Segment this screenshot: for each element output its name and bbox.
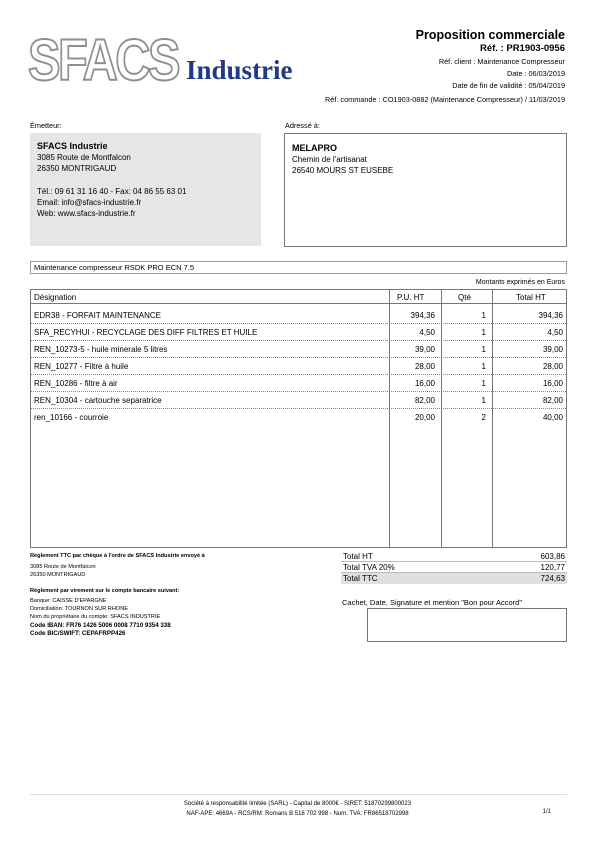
bic-code: Code BIC/SWIFT: CEPAFRPP426 bbox=[30, 630, 126, 637]
row-quantity: 2 bbox=[481, 413, 486, 422]
row-unit-price: 16,00 bbox=[414, 379, 435, 388]
footer-legal-line2: NAF-APE: 4669A - RCS/RM: Romans B 518 702 998 - Num. TVA: FR86518702998 bbox=[186, 811, 409, 817]
total-ttc-value: 724,63 bbox=[540, 574, 565, 583]
proposal-subject: Maintenance compresseur RSDK PRO ECN 7.5 bbox=[30, 261, 567, 274]
row-quantity: 1 bbox=[481, 379, 486, 388]
recipient-label: Adressé à: bbox=[285, 121, 320, 130]
transfer-payment-title: Règlement par virement sur le compte bancaire suivant: bbox=[30, 588, 180, 594]
bank-domiciliation: Domiciliation: TOURNON SUR RHONE bbox=[30, 606, 129, 612]
row-designation: REN_10273-5 - huile minerale 5 litres bbox=[34, 345, 168, 354]
total-ttc-row bbox=[341, 573, 567, 584]
footer-legal-line1: Société à responsabilité limitée (SARL) - Capital de 8000€ - SIRET: 51870299800023 bbox=[183, 801, 412, 807]
company-logo bbox=[28, 34, 318, 90]
row-unit-price: 39,00 bbox=[414, 345, 435, 354]
table-row bbox=[31, 307, 566, 324]
cheque-address-line1: 3085 Route de Montfalcon bbox=[30, 564, 96, 570]
table-row bbox=[31, 392, 566, 409]
issuer-label: Émetteur: bbox=[30, 121, 62, 130]
row-designation: REN_10286 - filtre à air bbox=[34, 379, 118, 388]
row-total: 82,00 bbox=[542, 396, 563, 405]
header-designation: Désignation bbox=[34, 293, 77, 302]
row-total: 4,50 bbox=[547, 328, 563, 337]
issuer-name: SFACS Industrie bbox=[37, 141, 108, 151]
recipient-box bbox=[284, 133, 567, 247]
row-unit-price: 20,00 bbox=[414, 413, 435, 422]
logo-sub-text: Industrie bbox=[186, 55, 293, 85]
row-total: 39,00 bbox=[542, 345, 563, 354]
row-designation: REN_10277 - Filtre à huile bbox=[34, 362, 129, 371]
footer-divider bbox=[30, 794, 567, 795]
page-number: 1/1 bbox=[542, 809, 551, 815]
table-row bbox=[31, 375, 566, 392]
total-tva-row bbox=[341, 562, 567, 573]
issuer-email: Email: info@sfacs-industrie.fr bbox=[37, 198, 142, 207]
row-designation: SFA_RECYHUI - RECYCLAGE DES DIFF FILTRES ET HUILE bbox=[34, 328, 258, 337]
header-total: Total HT bbox=[516, 293, 546, 302]
header-quantity: Qté bbox=[458, 293, 471, 302]
account-owner: Nom du propriétaire du compte: SFACS INDUSTRIE bbox=[30, 614, 161, 620]
issuer-address-line1: 3085 Route de Montfalcon bbox=[37, 153, 131, 162]
total-tva-label: Total TVA 20% bbox=[343, 563, 395, 572]
table-row bbox=[31, 324, 566, 341]
document-reference: Réf. : PR1903-0956 bbox=[479, 43, 565, 54]
row-designation: EDR38 - FORFAIT MAINTENANCE bbox=[34, 311, 161, 320]
validity-date: Date de fin de validité : 05/04/2019 bbox=[452, 81, 565, 90]
document-title: Proposition commerciale bbox=[415, 28, 565, 42]
header-unit-price: P.U. HT bbox=[397, 293, 425, 302]
table-row bbox=[31, 358, 566, 375]
currency-note: Montants exprimés en Euros bbox=[475, 279, 565, 286]
total-tva-value: 120,77 bbox=[540, 563, 565, 572]
cheque-address-line2: 26350 MONTRIGAUD bbox=[30, 572, 86, 578]
row-total: 28,00 bbox=[542, 362, 563, 371]
row-designation: REN_10304 - cartouche separatrice bbox=[34, 396, 162, 405]
row-quantity: 1 bbox=[481, 396, 486, 405]
row-quantity: 1 bbox=[481, 362, 486, 371]
row-quantity: 1 bbox=[481, 328, 486, 337]
row-designation: ren_10166 - courroie bbox=[34, 413, 109, 422]
issuer-web: Web: www.sfacs-industrie.fr bbox=[37, 209, 136, 218]
issuer-box bbox=[30, 133, 261, 246]
table-row bbox=[31, 409, 566, 426]
totals-block bbox=[341, 551, 567, 584]
signature-box bbox=[367, 608, 567, 642]
footer bbox=[0, 799, 595, 819]
cheque-payment-title: Règlement TTC par chèque à l'ordre de SFACS Industrie envoyé à bbox=[30, 553, 205, 559]
row-unit-price: 394,36 bbox=[410, 311, 435, 320]
document-date: Date : 06/03/2019 bbox=[506, 69, 565, 78]
signature-label: Cachet, Date, Signature et mention "Bon pour Accord" bbox=[342, 598, 523, 607]
recipient-address-line2: 26540 MOURS ST EUSEBE bbox=[292, 166, 394, 175]
table-row bbox=[31, 341, 566, 358]
total-ht-label: Total HT bbox=[343, 552, 373, 561]
row-quantity: 1 bbox=[481, 345, 486, 354]
logo-main-text: SFACS bbox=[28, 34, 180, 90]
bank-name: Banque: CAISSE D'EPARGNE bbox=[30, 598, 107, 604]
iban-code: Code IBAN: FR76 1426 5006 0008 7710 9354 338 bbox=[30, 622, 171, 629]
row-unit-price: 4,50 bbox=[419, 328, 435, 337]
client-reference: Réf. client : Maintenance Compresseur bbox=[438, 57, 565, 66]
order-reference: Réf. commande : CO1903-0882 (Maintenance Compresseur) / 11/03/2019 bbox=[325, 95, 565, 104]
items-table bbox=[30, 289, 567, 548]
total-ht-value: 603,86 bbox=[540, 552, 565, 561]
recipient-address-line1: Chemin de l'artisanat bbox=[292, 155, 367, 164]
table-header bbox=[31, 290, 566, 304]
row-total: 40,00 bbox=[542, 413, 563, 422]
recipient-name: MELAPRO bbox=[292, 143, 337, 153]
total-ht-row bbox=[341, 551, 567, 562]
row-total: 394,36 bbox=[538, 311, 563, 320]
row-unit-price: 28,00 bbox=[414, 362, 435, 371]
row-total: 16,00 bbox=[542, 379, 563, 388]
total-ttc-label: Total TTC bbox=[343, 574, 378, 583]
issuer-phone: Tél.: 09 61 31 16 40 - Fax: 04 86 55 63 01 bbox=[37, 187, 187, 196]
row-unit-price: 82,00 bbox=[414, 396, 435, 405]
issuer-address-line2: 26350 MONTRIGAUD bbox=[37, 164, 117, 173]
row-quantity: 1 bbox=[481, 311, 486, 320]
